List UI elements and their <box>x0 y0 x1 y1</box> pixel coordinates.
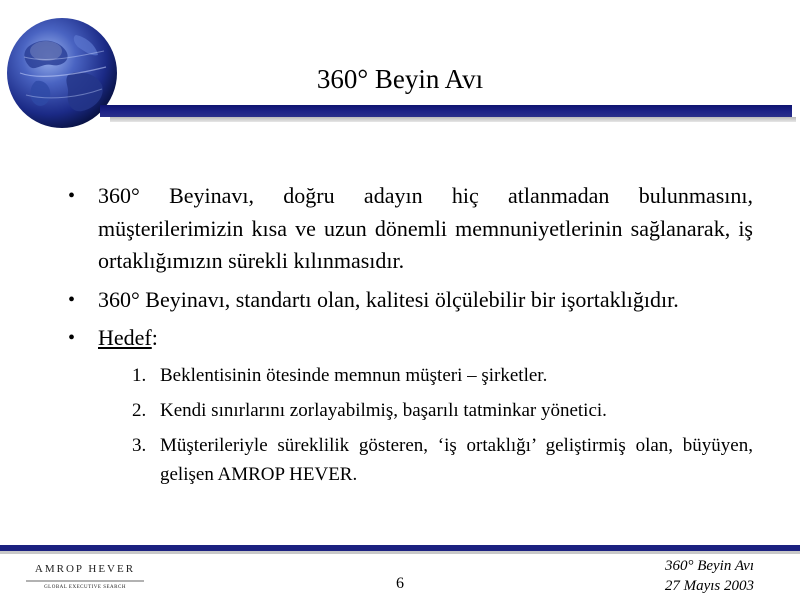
hedef-suffix: : <box>151 325 158 350</box>
logo-rule <box>26 579 144 583</box>
goal-number: 3. <box>132 434 147 456</box>
footer-divider-shadow <box>0 551 800 554</box>
bullet-item-hedef <box>68 322 753 355</box>
slide-content <box>68 180 753 495</box>
goal-item <box>68 361 753 390</box>
goal-text: Müşterileriyle süreklilik gösteren, ‘iş ortaklığı’ geliştirmiş olan, büyüyen, gelişen AMROP HEVER. <box>160 434 753 485</box>
goal-number: 2. <box>132 399 147 421</box>
title-divider-bar <box>100 105 792 117</box>
goal-text: Beklentisinin ötesinde memnun müşteri – şirketler. <box>160 364 548 386</box>
bullet-item <box>68 284 753 317</box>
bullet-marker: • <box>68 185 76 207</box>
goal-item <box>68 396 753 425</box>
logo-tagline: GLOBAL EXECUTIVE SEARCH <box>44 585 126 590</box>
bullet-marker: • <box>68 327 76 349</box>
title-divider-shadow <box>110 117 796 122</box>
footer-presentation-title: 360° Beyin Avı <box>664 558 754 574</box>
bullet-text: 360° Beyinavı, doğru adayın hiç atlanmadan bulunmasını, müşterilerimizin kısa ve uzun dönemli memnuniyetlerinin sağlanarak, iş ortaklığımızın sürekli kılınmasıdır. <box>98 183 753 273</box>
goal-text: Kendi sınırlarını zorlayabilmiş, başarılı tatminkar yönetici. <box>160 399 607 421</box>
goal-item <box>68 431 753 489</box>
logo-name: AMROP HEVER <box>34 563 136 575</box>
slide-title: 360° Beyin Avı <box>316 64 484 94</box>
hedef-label: Hedef <box>98 325 152 350</box>
goal-number: 1. <box>132 364 147 386</box>
page-number: 6 <box>396 575 404 592</box>
amrop-hever-logo <box>22 560 148 596</box>
footer-meta <box>560 556 754 596</box>
bullet-item <box>68 180 753 278</box>
goal-list <box>68 361 753 489</box>
bullet-marker: • <box>68 288 76 311</box>
footer-date: 27 Mayıs 2003 <box>664 578 754 594</box>
bullet-text: 360° Beyinavı, standartı olan, kalitesi ölçülebilir bir işortaklığıdır. <box>98 286 679 312</box>
